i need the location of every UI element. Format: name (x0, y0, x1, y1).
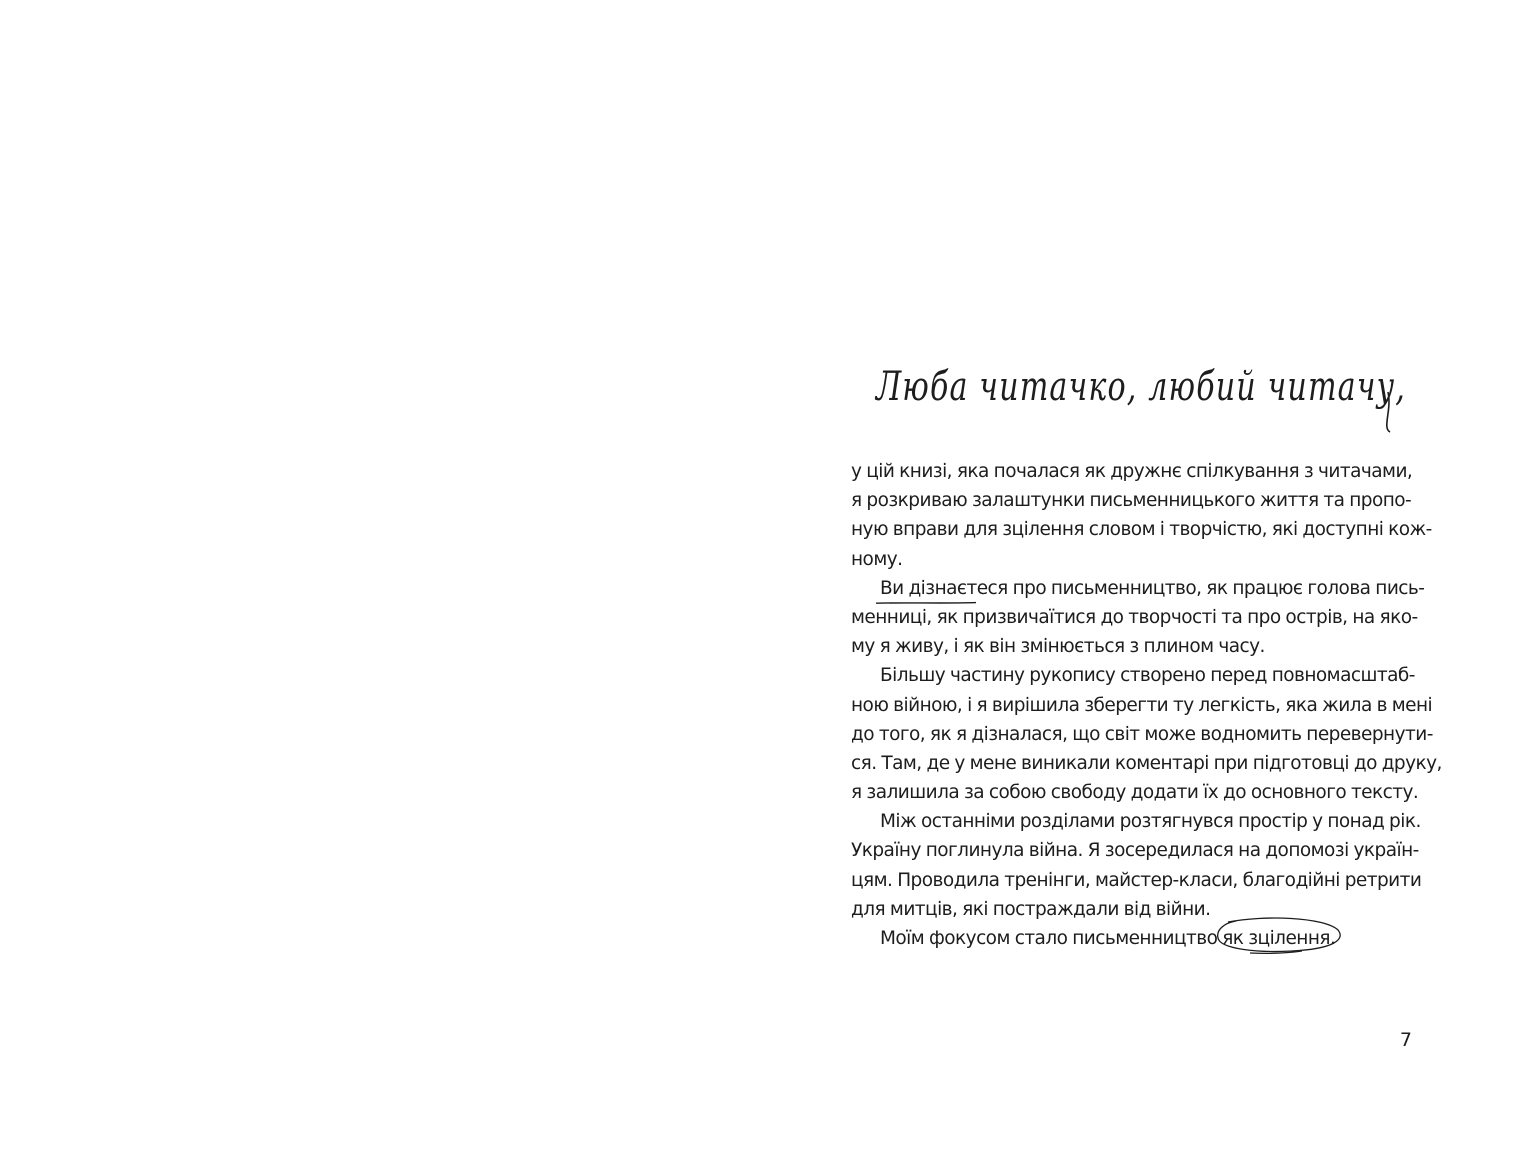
text-line-with-underline (851, 574, 1425, 603)
pen-underline-mark (876, 600, 976, 606)
circled-text: як зцілення. (1222, 928, 1336, 949)
text-line: для митців, які постраждали від війни. (851, 898, 1211, 920)
text-line: до того, як я дізналася, що світ може водномить перевернути- (851, 723, 1433, 745)
text-line: ся. Там, де у мене виникали коментарі при підготовці до друку, (851, 752, 1442, 774)
text-line: менниці, як призвичаїтися до творчості та про острів, на яко- (851, 606, 1418, 628)
text-line: Україну поглинула війна. Я зосередилася на допомозі україн- (851, 840, 1419, 862)
pen-circle-mark (1214, 916, 1344, 960)
page-number: 7 (1399, 1029, 1412, 1051)
text-line: Більшу частину рукопису створено перед повномасштаб- (880, 665, 1415, 687)
underlined-text: Ви дізнаєтеся про письменництво, як (880, 577, 1228, 599)
text-line: я залишила за собою свободу додати їх до основного тексту. (851, 782, 1419, 804)
text-line: ною війною, і я вирішила зберегти ту легкість, яка жила в мені (851, 694, 1433, 716)
pen-underlined-phrase (880, 574, 1227, 603)
text-fragment: працює голова пись- (1227, 577, 1425, 599)
text-line: му я живу, і як він змінюється з плином часу. (851, 636, 1265, 658)
text-line: ную вправи для зцілення словом і творчістю, які доступні кож- (851, 519, 1432, 541)
body-text (851, 457, 1442, 953)
pen-circled-phrase (1222, 924, 1335, 953)
handwritten-greeting-svg (870, 352, 1415, 442)
handwritten-greeting (870, 352, 1415, 442)
text-line: ному. (851, 548, 903, 570)
text-line: я розкриваю залаштунки письменницького життя та пропо- (851, 490, 1412, 512)
greeting-text: Люба читачко, любий читачу, (874, 364, 1406, 410)
text-line: Між останніми розділами розтягнувся простір у понад рік. (880, 811, 1421, 833)
text-line: у цій книзі, яка почалася як дружнє спілкування з читачами, (851, 461, 1413, 482)
text-fragment: Моїм фокусом стало письменництво (880, 928, 1223, 949)
text-line-with-circle (851, 924, 1407, 953)
text-line: цям. Проводила тренінги, майстер-класи, благодійні ретрити (851, 869, 1422, 891)
